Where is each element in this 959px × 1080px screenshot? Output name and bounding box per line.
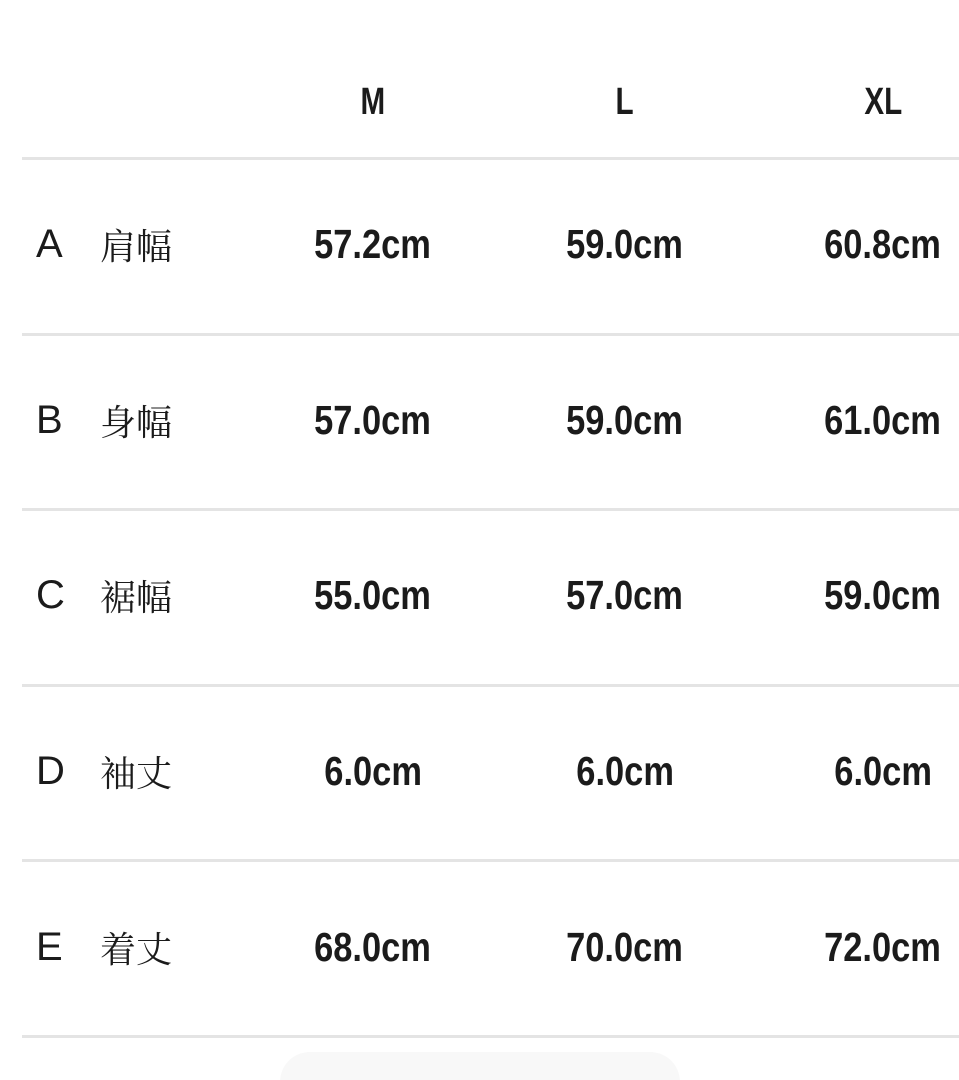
cell-value-m bbox=[268, 748, 478, 795]
table-row bbox=[0, 684, 959, 860]
row-key: E bbox=[36, 924, 63, 969]
column-header-xl-label: XL bbox=[864, 81, 902, 123]
row-label: 身幅 bbox=[100, 401, 173, 443]
cell-value-l-text: 59.0cm bbox=[566, 396, 684, 443]
partial-button-bottom-edge[interactable] bbox=[280, 1052, 680, 1080]
table-row bbox=[0, 508, 959, 684]
row-key: B bbox=[36, 397, 63, 442]
cell-value-l bbox=[478, 924, 772, 971]
cell-value-m-text: 6.0cm bbox=[324, 748, 422, 795]
row-key: C bbox=[36, 573, 65, 618]
cell-value-xl-text: 61.0cm bbox=[824, 396, 942, 443]
cell-value-xl-text: 6.0cm bbox=[834, 748, 932, 795]
cell-value-xl-text: 59.0cm bbox=[824, 572, 942, 619]
cell-value-l-text: 70.0cm bbox=[566, 923, 684, 970]
row-label: 袖丈 bbox=[100, 753, 173, 795]
cell-value-m bbox=[268, 221, 478, 268]
cell-value-xl bbox=[772, 397, 959, 444]
column-header-l bbox=[478, 81, 772, 124]
column-header-m-label: M bbox=[360, 81, 386, 123]
cell-value-m-text: 55.0cm bbox=[314, 572, 432, 619]
row-key: A bbox=[36, 222, 63, 267]
cell-value-l bbox=[478, 572, 772, 619]
cell-value-m-text: 57.0cm bbox=[314, 396, 432, 443]
row-key: D bbox=[36, 749, 65, 794]
cell-value-m-text: 57.2cm bbox=[314, 221, 432, 268]
cell-value-l-text: 57.0cm bbox=[566, 572, 684, 619]
cell-value-m bbox=[268, 572, 478, 619]
size-chart-header bbox=[0, 0, 959, 157]
row-label: 肩幅 bbox=[100, 226, 173, 268]
cell-value-l-text: 59.0cm bbox=[566, 221, 684, 268]
cell-value-l bbox=[478, 397, 772, 444]
table-row bbox=[0, 859, 959, 1035]
cell-value-m-text: 68.0cm bbox=[314, 923, 432, 970]
row-label: 裾幅 bbox=[100, 577, 173, 619]
column-header-l-label: L bbox=[615, 81, 635, 123]
cell-value-l-text: 6.0cm bbox=[576, 748, 674, 795]
cell-value-xl bbox=[772, 924, 959, 971]
cell-value-xl-text: 72.0cm bbox=[824, 923, 942, 970]
cell-value-xl-text: 60.8cm bbox=[824, 221, 942, 268]
cell-value-m bbox=[268, 397, 478, 444]
row-label: 着丈 bbox=[100, 928, 173, 970]
column-header-m bbox=[268, 81, 478, 124]
cell-value-xl bbox=[772, 221, 959, 268]
cell-value-m bbox=[268, 924, 478, 971]
cell-value-xl bbox=[772, 748, 959, 795]
table-row bbox=[0, 157, 959, 333]
column-header-xl bbox=[772, 81, 959, 124]
cell-value-l bbox=[478, 748, 772, 795]
cell-value-l bbox=[478, 221, 772, 268]
cell-value-xl bbox=[772, 572, 959, 619]
size-chart-rows bbox=[0, 157, 959, 1035]
table-row bbox=[0, 333, 959, 509]
